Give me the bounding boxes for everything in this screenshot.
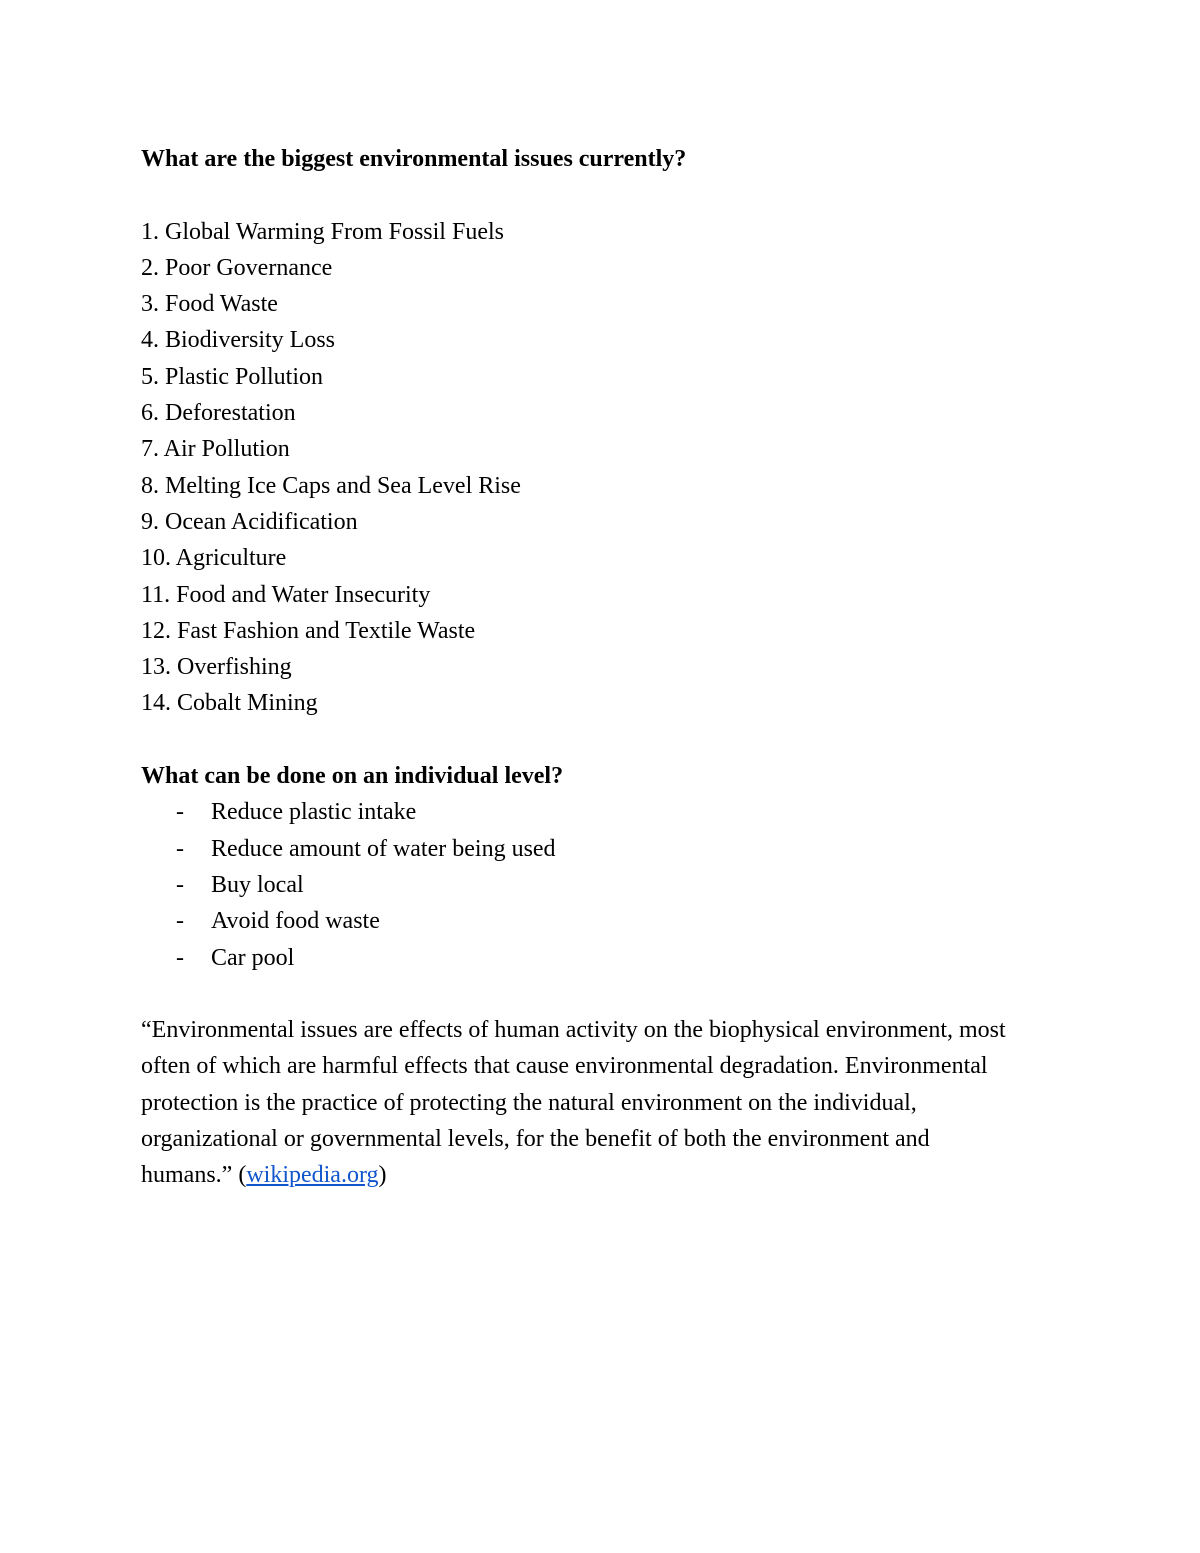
list-item: 11. Food and Water Insecurity (141, 581, 431, 608)
list-item (141, 940, 1041, 976)
list-item: 10. Agriculture (141, 545, 287, 572)
list-item: 4. Biodiversity Loss (141, 327, 336, 354)
list-item-label: Car pool (211, 944, 295, 971)
list-item: 3. Food Waste (141, 291, 278, 318)
wikipedia-link[interactable]: wikipedia.org (246, 1162, 379, 1189)
issues-list (141, 214, 1041, 722)
list-item-label: Reduce amount of water being used (211, 835, 556, 862)
list-item: 13. Overfishing (141, 654, 292, 681)
list-item (141, 794, 1041, 830)
list-item: 5. Plastic Pollution (141, 363, 324, 390)
spacer (141, 722, 1041, 758)
list-item (141, 867, 1041, 903)
document-page (141, 141, 1041, 1194)
open-paren: ( (238, 1162, 247, 1189)
list-item (141, 831, 1041, 867)
dash-bullet: - (176, 799, 184, 826)
spacer (141, 976, 1041, 1012)
list-item: 7. Air Pollution (141, 436, 290, 463)
list-item: 6. Deforestation (141, 400, 296, 427)
list-item-label: Reduce plastic intake (211, 799, 417, 826)
dash-bullet: - (176, 908, 184, 935)
actions-heading: What can be done on an individual level? (141, 763, 564, 790)
dash-bullet: - (176, 835, 184, 862)
list-item: 1. Global Warming From Fossil Fuels (141, 218, 504, 245)
dash-bullet: - (176, 871, 184, 898)
list-item-label: Avoid food waste (211, 908, 380, 935)
quote-paragraph (141, 1012, 1021, 1193)
list-item (141, 903, 1041, 939)
list-item: 8. Melting Ice Caps and Sea Level Rise (141, 472, 521, 499)
actions-list (141, 794, 1041, 975)
quote-text: “Environmental issues are effects of human activity on the biophysical environment, most often of which are harmful effects that cause environmental degradation. Environmental protection is the practice of protecting the natural environment on the individual, organizational or governmental levels, for the benefit of both the environment and humans.” (141, 1017, 1006, 1189)
issues-heading: What are the biggest environmental issues currently? (141, 146, 687, 172)
list-item: 14. Cobalt Mining (141, 690, 318, 717)
spacer (141, 177, 1041, 213)
list-item-label: Buy local (211, 871, 304, 898)
close-paren: ) (378, 1162, 387, 1189)
dash-bullet: - (176, 944, 184, 971)
list-item: 12. Fast Fashion and Textile Waste (141, 617, 476, 644)
list-item: 2. Poor Governance (141, 254, 333, 281)
list-item: 9. Ocean Acidification (141, 508, 358, 535)
